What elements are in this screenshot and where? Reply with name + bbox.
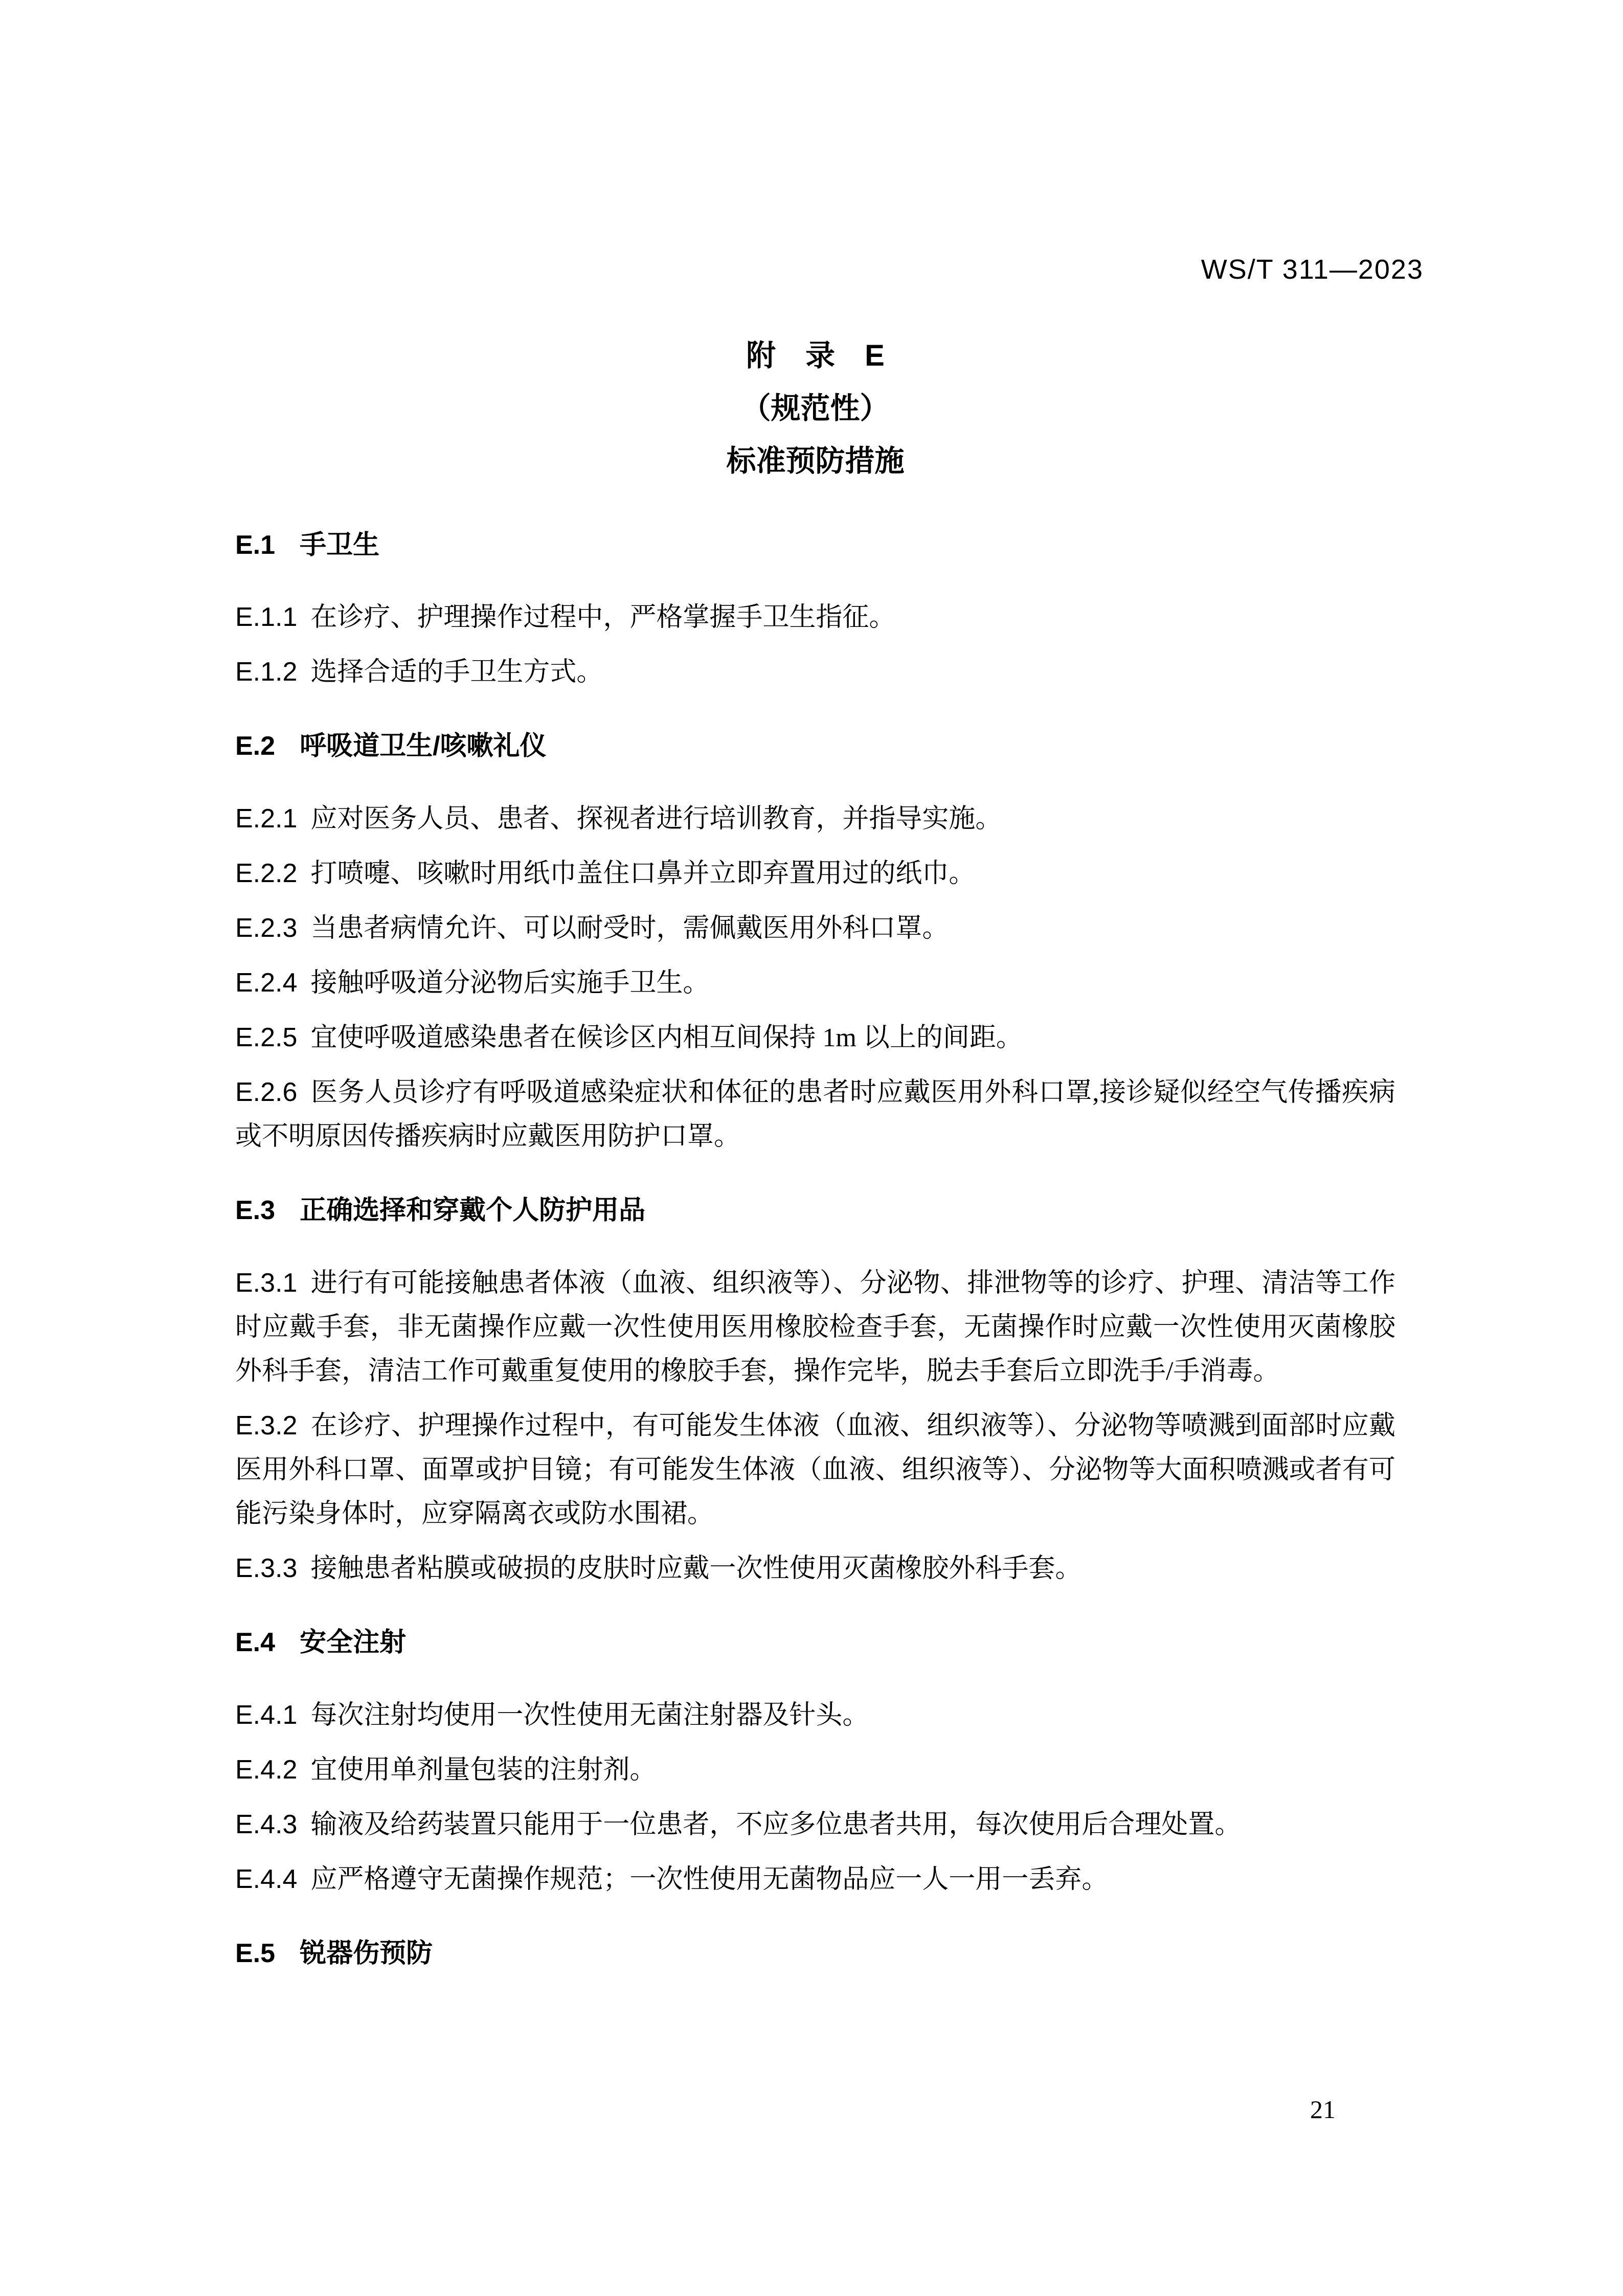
clause-text: 宜使用单剂量包装的注射剂。 <box>310 1755 657 1785</box>
section-title: 手卫生 <box>300 530 380 560</box>
clause-item <box>235 1693 1395 1738</box>
clause-id: E.4.1 <box>235 1700 298 1730</box>
clause-item <box>235 1016 1395 1060</box>
clause-id: E.3.1 <box>235 1268 298 1298</box>
section-title: 安全注射 <box>300 1628 407 1658</box>
clause-id: E.3.2 <box>235 1411 298 1441</box>
clause-text: 接触患者粘膜或破损的皮肤时应戴一次性使用灭菌橡胶外科手套。 <box>310 1554 1082 1584</box>
section-title: 呼吸道卫生/咳嗽礼仪 <box>300 731 547 761</box>
clause-id: E.4.3 <box>235 1809 298 1839</box>
clause-item <box>235 1857 1395 1902</box>
clause-text: 接触呼吸道分泌物后实施手卫生。 <box>310 969 710 998</box>
section-id: E.4 <box>235 1628 276 1658</box>
clause-text: 输液及给药装置只能用于一位患者，不应多位患者共用，每次使用后合理处置。 <box>310 1810 1242 1839</box>
appendix-label: 附 录 E <box>746 339 885 372</box>
clause-item <box>235 906 1395 951</box>
clause-text: 应严格遵守无菌操作规范；一次性使用无菌物品应一人一用一丢弃。 <box>310 1864 1109 1894</box>
section-title: 锐器伤预防 <box>300 1938 433 1968</box>
section-title: 正确选择和穿戴个人防护用品 <box>300 1196 646 1226</box>
clause-text: 选择合适的手卫生方式。 <box>310 658 603 687</box>
clause-id: E.2.6 <box>235 1077 298 1108</box>
clause-item <box>235 1546 1395 1591</box>
clause-id: E.4.4 <box>235 1864 298 1894</box>
clause-item <box>235 961 1395 1005</box>
clause-sections <box>235 530 1395 1969</box>
clause-text: 医务人员诊疗有呼吸道感染症状和体征的患者时应戴医用外科口罩,接诊疑似经空气传播疾病或不明原因传播疾病时应戴医用防护口罩。 <box>235 1078 1395 1152</box>
section-id: E.2 <box>235 731 276 761</box>
clause-text: 宜使呼吸道感染患者在候诊区内相互间保持 1m 以上的间距。 <box>310 1023 1023 1053</box>
clause-id: E.3.3 <box>235 1554 298 1584</box>
clause-item <box>235 1748 1395 1792</box>
clause-id: E.4.2 <box>235 1754 298 1785</box>
clause-id: E.1.1 <box>235 602 298 633</box>
clause-text: 在诊疗、护理操作过程中，严格掌握手卫生指征。 <box>310 603 896 633</box>
clause-text: 打喷嚏、咳嗽时用纸巾盖住口鼻并立即弃置用过的纸巾。 <box>310 859 976 889</box>
clause-text: 每次注射均使用一次性使用无菌注射器及针头。 <box>310 1700 869 1730</box>
section-heading <box>235 1196 1395 1226</box>
clause-item <box>235 650 1395 694</box>
clause-item <box>235 1803 1395 1847</box>
clause-id: E.2.3 <box>235 913 298 943</box>
clause-id: E.1.2 <box>235 657 298 687</box>
page-number: 21 <box>1310 2095 1336 2124</box>
section-heading <box>235 530 1395 561</box>
appendix-title: 标准预防措施 <box>726 444 905 478</box>
appendix-type: （规范性） <box>741 391 890 425</box>
clause-item <box>235 595 1395 640</box>
clause-id: E.2.1 <box>235 804 298 834</box>
clause-item <box>235 1070 1395 1159</box>
clause-id: E.2.2 <box>235 859 298 889</box>
section-heading <box>235 1939 1395 1969</box>
clause-item <box>235 1404 1395 1536</box>
section-id: E.5 <box>235 1938 276 1968</box>
clause-item <box>235 851 1395 896</box>
clause-text: 应对医务人员、患者、探视者进行培训教育，并指导实施。 <box>310 804 1002 834</box>
standard-number-header: WS/T 311—2023 <box>1201 254 1424 285</box>
appendix-title-block <box>235 341 1395 477</box>
section-heading <box>235 1628 1395 1658</box>
clause-item <box>235 797 1395 841</box>
section-id: E.3 <box>235 1196 276 1226</box>
clause-id: E.2.4 <box>235 968 298 998</box>
clause-item <box>235 1261 1395 1393</box>
clause-id: E.2.5 <box>235 1023 298 1053</box>
section-heading <box>235 731 1395 762</box>
clause-text: 进行有可能接触患者体液（血液、组织液等）、分泌物、排泄物等的诊疗、护理、清洁等工作时应戴手套，非无菌操作应戴一次性使用医用橡胶检查手套，无菌操作时应戴一次性使用灭菌橡胶外科手套，清洁工作可戴重复使用的橡胶手套，操作完毕，脱去手套后立即洗手/手消毒。 <box>235 1269 1395 1386</box>
section-id: E.1 <box>235 530 276 560</box>
clause-text: 在诊疗、护理操作过程中，有可能发生体液（血液、组织液等）、分泌物等喷溅到面部时应戴医用外科口罩、面罩或护目镜；有可能发生体液（血液、组织液等）、分泌物等大面积喷溅或者有可能污染身体时，应穿隔离衣或防水围裙。 <box>235 1411 1395 1529</box>
clause-text: 当患者病情允许、可以耐受时，需佩戴医用外科口罩。 <box>310 914 949 943</box>
